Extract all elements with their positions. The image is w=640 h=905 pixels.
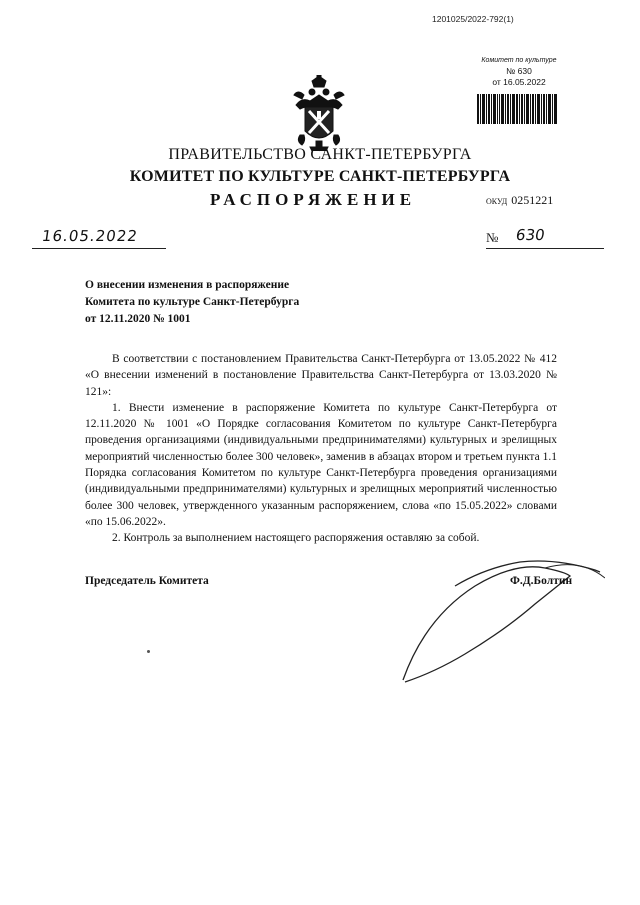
handwritten-date: 16.05.2022 xyxy=(40,227,140,245)
number-label: № xyxy=(486,230,499,245)
committee-title: КОМИТЕТ ПО КУЛЬТУРЕ САНКТ-ПЕТЕРБУРГА xyxy=(129,168,511,185)
stamp-date: от 16.05.2022 xyxy=(492,77,546,87)
subject-line: Комитета по культуре Санкт-Петербурга xyxy=(85,296,300,308)
document-type: РАСПОРЯЖЕНИЕ xyxy=(210,190,417,209)
date-field xyxy=(32,226,166,249)
paragraph-item-1: 1. Внести изменение в распоряжение Комитета по культуре Санкт-Петербурга от 12.11.2020 № 1001 «О Порядке согласования Комитетом по культуре Санкт-Петербурга проведения организациями (индивидуальными предпринимателями) культурных и зрелищных мероприятий численностью более 300 человек», заменив в абзацах втором и третьем пункта 1.1 Порядка согласования Комитетом по культуре Санкт-Петербурга проведения организациями (индивидуальными предпринимателями) культурных и зрелищных мероприятий численностью более 300 человек, утвержденного указанным распоряжением, слова «по 15.05.2022» словами «по 15.06.2022». xyxy=(85,401,557,528)
coat-of-arms-icon xyxy=(290,75,348,151)
handwritten-number: 630 xyxy=(514,226,546,244)
stamp-organization: Комитет по культуре xyxy=(481,57,557,64)
okud-label: ОКУД xyxy=(486,197,508,206)
number-field xyxy=(486,226,604,249)
okud-code xyxy=(486,193,553,208)
stamp-number: № 630 xyxy=(506,66,532,76)
registration-stamp xyxy=(480,55,558,88)
document-subject xyxy=(85,277,299,328)
signature-icon xyxy=(395,548,605,688)
barcode-icon xyxy=(477,94,557,124)
document-id: 1201025/2022-792(1) xyxy=(432,14,514,24)
document-body xyxy=(85,351,557,547)
okud-value: 0251221 xyxy=(511,193,554,207)
paragraph-preamble: В соответствии с постановлением Правительства Санкт-Петербурга от 13.05.2022 № 412 «О внесении изменений в постановление Правительства Санкт-Петербурга от 13.03.2020 № 121»: xyxy=(85,353,557,398)
signer-title: Председатель Комитета xyxy=(85,575,209,587)
subject-line: от 12.11.2020 № 1001 xyxy=(85,313,191,325)
signer-name: Ф.Д.Болтин xyxy=(510,575,573,587)
government-title: ПРАВИТЕЛЬСТВО САНКТ-ПЕТЕРБУРГА xyxy=(168,146,472,163)
paragraph-item-2: 2. Контроль за выполнением настоящего распоряжения оставляю за собой. xyxy=(112,532,480,545)
scan-speck xyxy=(147,650,150,653)
subject-line: О внесении изменения в распоряжение xyxy=(85,279,290,291)
